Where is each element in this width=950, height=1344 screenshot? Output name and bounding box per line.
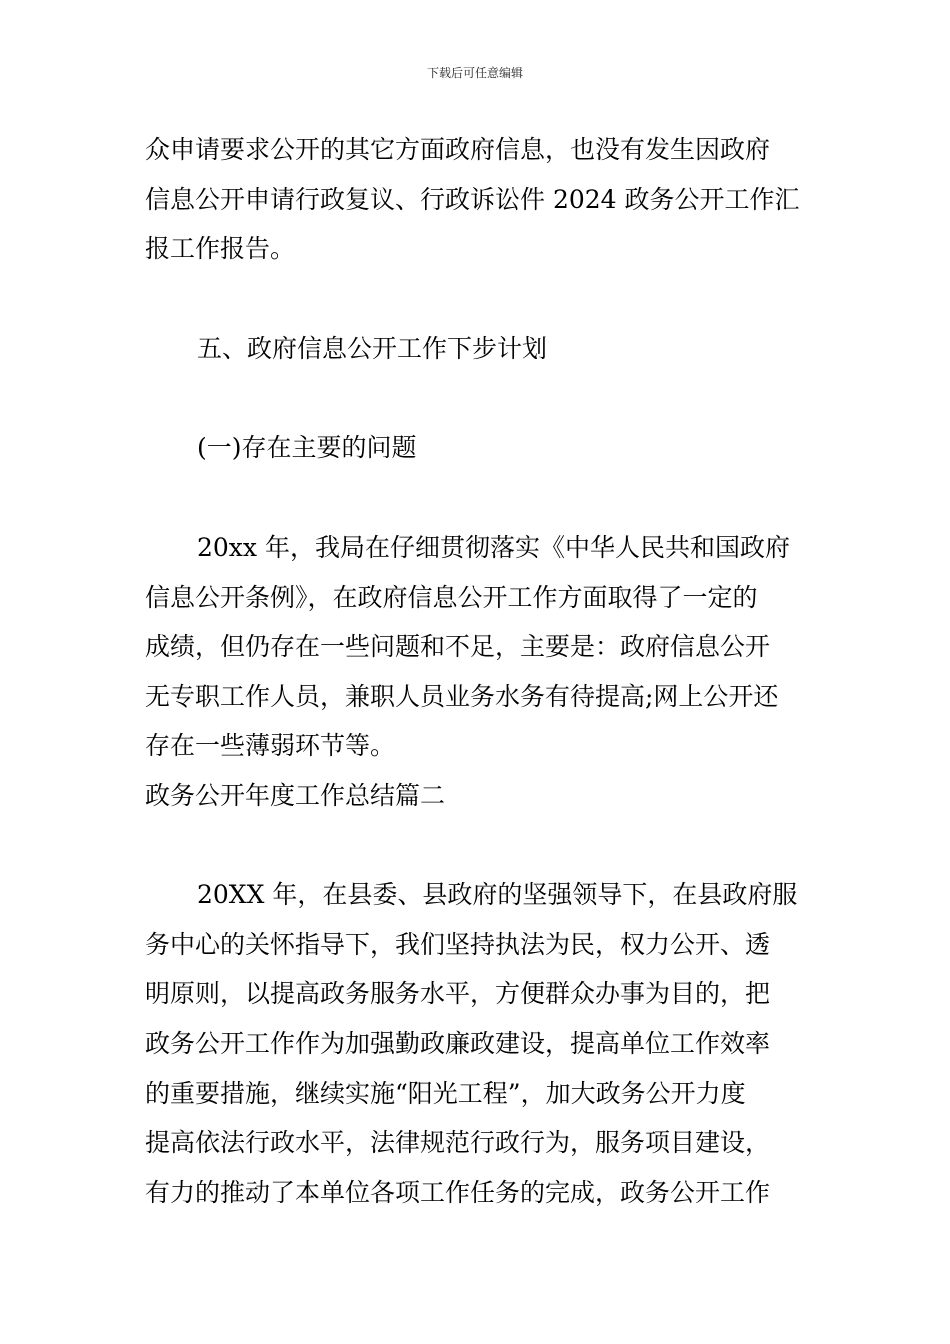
- body-line: 有力的推动了本单位各项工作任务的完成，政务公开工作: [145, 1178, 771, 1207]
- article-title: 政务公开年度工作总结篇二: [145, 781, 446, 810]
- body-line: 务中心的关怀指导下，我们坚持执法为民，权力公开、透: [145, 930, 771, 959]
- body-line: 政务公开工作作为加强勤政廉政建设，提高单位工作效率: [145, 1029, 771, 1058]
- section-heading: 五、政府信息公开工作下步计划: [197, 334, 548, 363]
- body-line: 的重要措施，继续实施“阳光工程”，加大政务公开力度: [145, 1079, 746, 1108]
- body-line: 20XX 年，在县委、县政府的坚强领导下，在县政府服: [197, 880, 798, 909]
- body-line: 众申请要求公开的其它方面政府信息，也没有发生因政府: [145, 135, 771, 164]
- body-line: 明原则，以提高政务服务水平，方便群众办事为目的，把: [145, 979, 771, 1008]
- body-line: 信息公开条例》，在政府信息公开工作方面取得了一定的: [145, 583, 758, 612]
- body-line: 提高依法行政水平，法律规范行政行为，服务项目建设，: [145, 1128, 771, 1157]
- page-header: 下载后可任意编辑: [426, 66, 523, 80]
- subsection-heading: (一)存在主要的问题: [197, 433, 417, 462]
- body-line: 信息公开申请行政复议、行政诉讼件 2024 政务公开工作汇: [145, 185, 800, 214]
- body-line: 存在一些薄弱环节等。: [145, 731, 396, 760]
- body-line: 报工作报告。: [145, 234, 296, 263]
- body-line: 成绩，但仍存在一些问题和不足，主要是：政府信息公开: [145, 632, 771, 661]
- body-line: 无专职工作人员，兼职人员业务水务有待提高;网上公开还: [145, 682, 779, 711]
- body-line: 20xx 年，我局在仔细贯彻落实《中华人民共和国政府: [197, 533, 790, 562]
